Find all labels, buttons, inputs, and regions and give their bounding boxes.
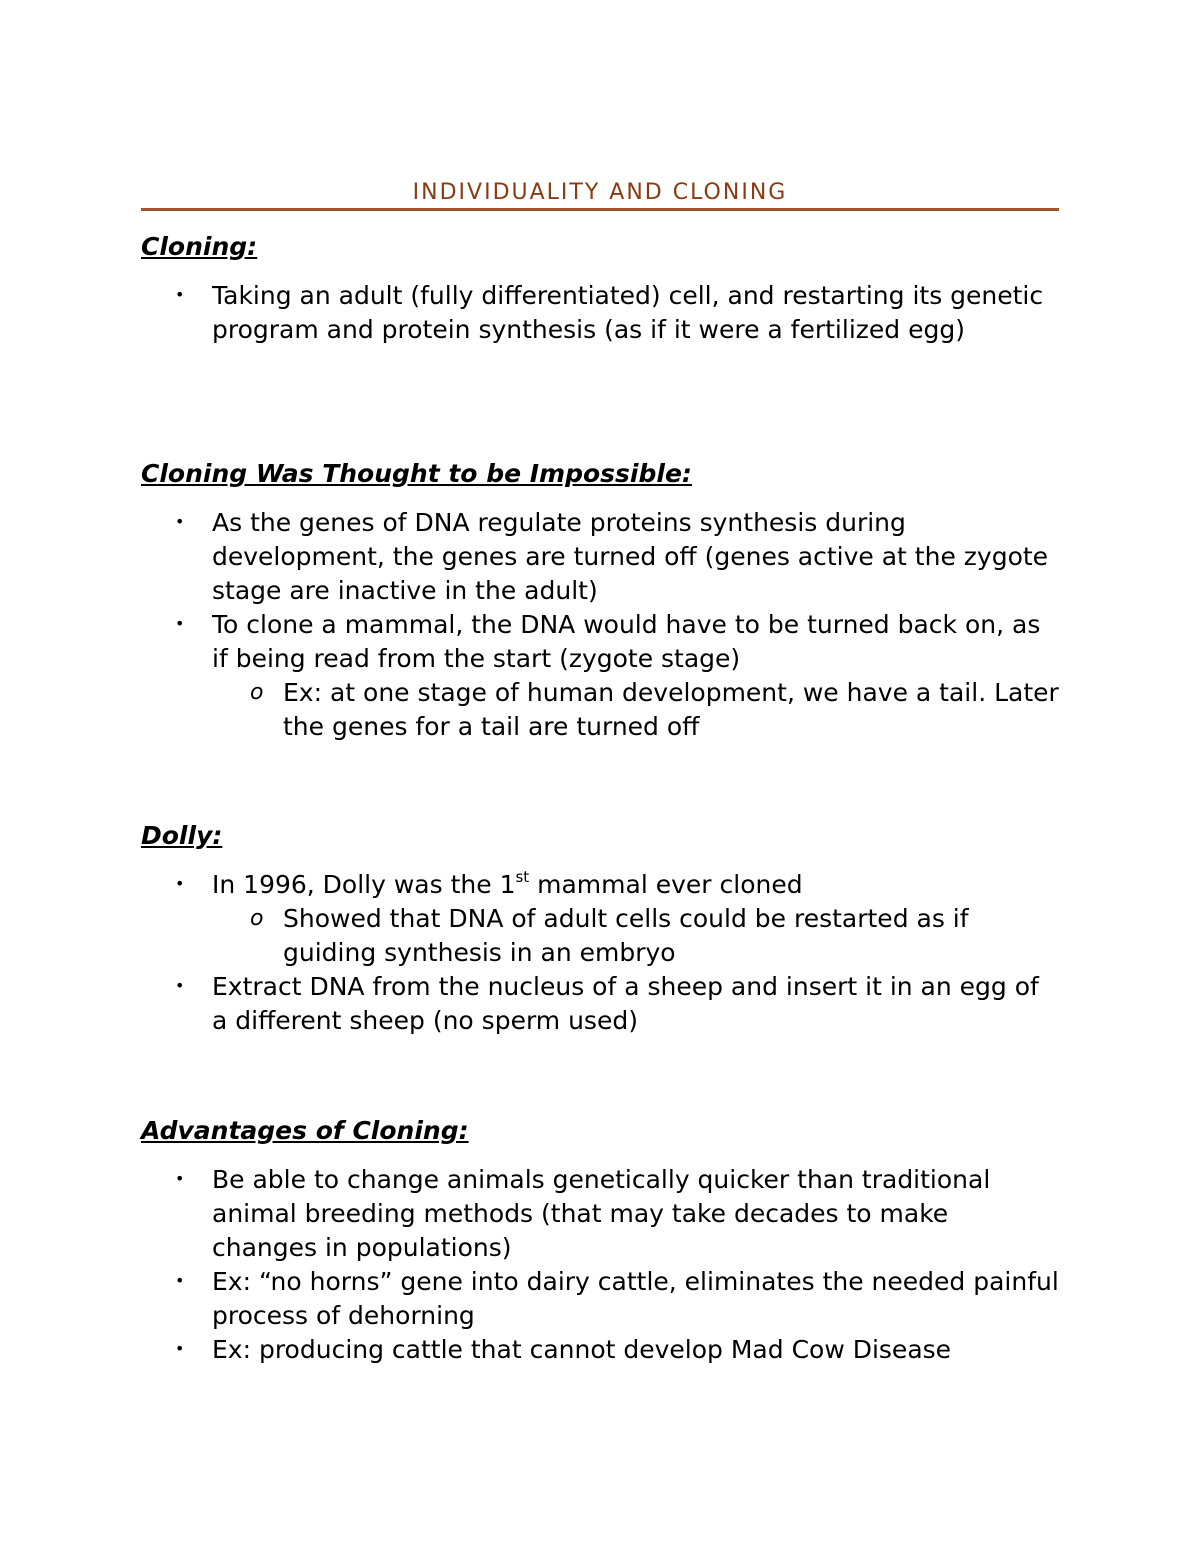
bullet-icon: • (175, 1169, 185, 1188)
sub-list-item-text: Ex: at one stage of human development, we have a tail. Later the genes for a tail are turned off (283, 678, 1059, 741)
list-item (141, 279, 1059, 347)
section-cloning-impossible (141, 458, 1059, 744)
title-underline-rule (141, 208, 1059, 211)
text-after-superscript: mammal ever cloned (529, 870, 803, 899)
bullet-icon: • (175, 976, 185, 995)
bullet-icon: • (175, 1339, 185, 1358)
bullet-icon: • (175, 614, 185, 633)
section-heading: Cloning Was Thought to be Impossible: (141, 459, 692, 488)
list-item-text: Extract DNA from the nucleus of a sheep and insert it in an egg of a different sheep (no sperm used) (212, 972, 1039, 1035)
sub-bullet-list (212, 676, 1059, 744)
list-item-text (212, 870, 803, 899)
list-item (141, 970, 1059, 1038)
ordinal-superscript: st (515, 868, 530, 886)
list-item (141, 1265, 1059, 1333)
circle-bullet-icon: o (250, 680, 264, 705)
section-heading: Advantages of Cloning: (141, 1116, 469, 1145)
list-item-text: Taking an adult (fully differentiated) cell, and restarting its genetic program and protein synthesis (as if it were a fertilized egg) (212, 281, 1044, 344)
list-item (141, 608, 1059, 744)
list-item-text: As the genes of DNA regulate proteins synthesis during development, the genes are turned off (genes active at the zygote stage are inactive in the adult) (212, 508, 1049, 605)
sub-list-item-text: Showed that DNA of adult cells could be restarted as if guiding synthesis in an embryo (283, 904, 969, 967)
list-item-text: Ex: “no horns” gene into dairy cattle, eliminates the needed painful process of dehorning (212, 1267, 1059, 1330)
section-dolly (141, 820, 1059, 1038)
list-item-text: Be able to change animals genetically quicker than traditional animal breeding methods (that may take decades to make changes in populations) (212, 1165, 991, 1262)
document-page (141, 0, 1059, 1553)
bullet-icon: • (175, 1271, 185, 1290)
bullet-list (141, 506, 1059, 744)
section-heading: Cloning: (141, 232, 258, 261)
bullet-list (141, 1163, 1059, 1367)
bullet-list (141, 868, 1059, 1038)
bullet-icon: • (175, 874, 185, 893)
bullet-list (141, 279, 1059, 347)
list-item-text: To clone a mammal, the DNA would have to be turned back on, as if being read from the start (zygote stage) (212, 610, 1041, 673)
list-item (141, 868, 1059, 970)
bullet-icon: • (175, 512, 185, 531)
section-cloning (141, 231, 1059, 347)
sub-list-item (212, 676, 1059, 744)
list-item-text: Ex: producing cattle that cannot develop Mad Cow Disease (212, 1335, 952, 1364)
sub-bullet-list (212, 902, 1059, 970)
sub-list-item (212, 902, 1059, 970)
text-before-superscript: In 1996, Dolly was the 1 (212, 870, 516, 899)
list-item (141, 1163, 1059, 1265)
section-advantages (141, 1115, 1059, 1367)
list-item (141, 1333, 1059, 1367)
circle-bullet-icon: o (250, 906, 264, 931)
bullet-icon: • (175, 285, 185, 304)
section-heading: Dolly: (141, 821, 223, 850)
list-item (141, 506, 1059, 608)
document-title: INDIVIDUALITY AND CLONING (412, 180, 788, 205)
